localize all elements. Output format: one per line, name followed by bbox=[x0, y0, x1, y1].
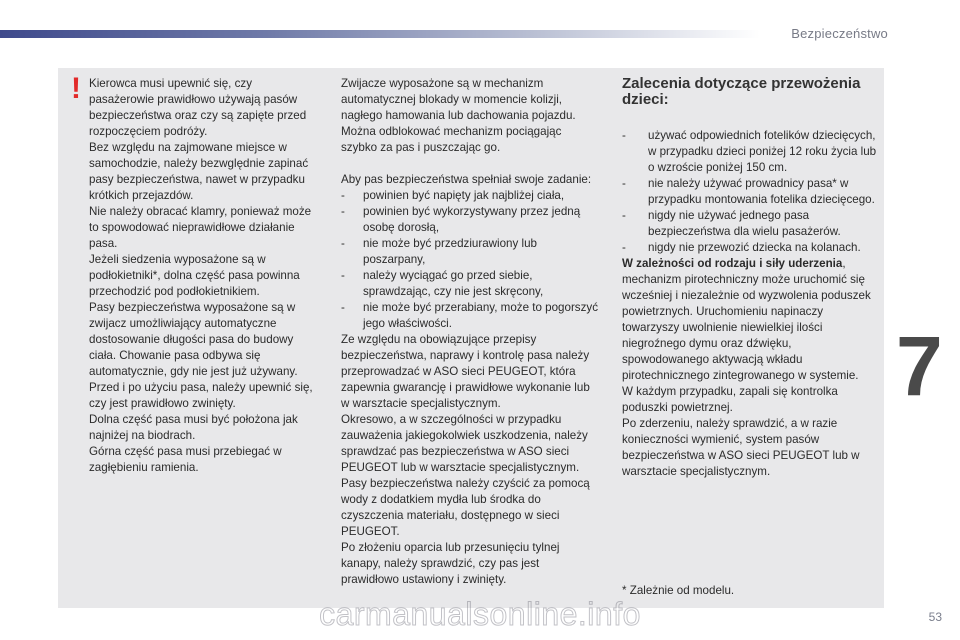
exclamation-icon: ! bbox=[71, 72, 81, 105]
seatbelt-column bbox=[341, 76, 599, 588]
requirement-item: - nie może być przerabiany, może to pogorszyć jego właściwości. bbox=[341, 300, 599, 332]
section-title: Bezpieczeństwo bbox=[791, 26, 888, 41]
chapter-number: 7 bbox=[896, 319, 943, 413]
children-column bbox=[622, 76, 880, 480]
warning-paragraph: Dolna część pasa musi być położona jak najniżej na biodrach. bbox=[89, 413, 298, 442]
warning-paragraph: Bez względu na zajmowane miejsce w samochodzie, należy bezwględnie zapinać pasy bezpieczeństwa, nawet w przypadku krótkich przejazdów. bbox=[89, 141, 309, 202]
pretensioner-paragraph bbox=[622, 256, 880, 384]
cleaning-paragraph: Pasy bezpieczeństwa należy czyścić za pomocą wody z dodatkiem mydła lub środka do czyszczenia materiału, dostępnego w sieci PEUGEOT. bbox=[341, 477, 590, 538]
folding-paragraph: Po złożeniu oparcia lub przesunięciu tylnej kanapy, należy sprawdzić, czy pas jest prawidłowo ustawiony i zwinięty. bbox=[341, 541, 560, 586]
requirement-item: - nie może być przedziurawiony lub poszarpany, bbox=[341, 236, 599, 268]
header-bar bbox=[0, 30, 760, 38]
warning-paragraph: Przed i po użyciu pasa, należy upewnić się, czy jest prawidłowo zwinięty. bbox=[89, 381, 313, 410]
warning-paragraph: Pasy bezpieczeństwa wyposażone są w zwijacz umożliwiający automatyczne dostosowanie długości pasa do budowy ciała. Chowanie pasa odbywa się automatycznie, gdy nie jest już używany. bbox=[89, 301, 298, 378]
requirement-item: - powinien być wykorzystywany przez jedną osobę dorosłą, bbox=[341, 204, 599, 236]
warning-column bbox=[89, 76, 319, 476]
pretensioner-bold-lead: W zależności od rodzaju i siły uderzenia bbox=[622, 257, 843, 270]
warning-paragraph: Jeżeli siedzenia wyposażone są w podłokietniki*, dolna część pasa powinna przechodzić pod podłokietnikiem. bbox=[89, 253, 300, 298]
footnote: * Zależnie od modelu. bbox=[622, 584, 735, 597]
recommendation-item: - nigdy nie używać jednego pasa bezpieczeństwa dla wielu pasażerów. bbox=[622, 208, 880, 240]
warning-light-paragraph: W każdym przypadku, zapali się kontrolka poduszki powietrznej. bbox=[622, 385, 838, 414]
requirement-item: - należy wyciągać go przed siebie, sprawdzając, czy nie jest skręcony, bbox=[341, 268, 599, 300]
recommendation-item: - nigdy nie przewozić dziecka na kolanach. bbox=[622, 240, 880, 256]
warning-paragraph: Kierowca musi upewnić się, czy pasażerowie prawidłowo używają pasów bezpieczeństwa oraz czy są zapięte przed rozpoczęciem podróży. bbox=[89, 77, 307, 138]
pretensioner-text: , mechanizm pirotechniczny może uruchomić się wcześniej i niezależnie od wyzwolenia poduszek powietrznych. Uruchomieniu napinaczy towarzyszy uwolnienie niewielkiej ilości niegroźnego dymu oraz dźwięku, spowodowanego aktywacją wkładu pirotechnicznego zintegrowanego w systemie. bbox=[622, 257, 871, 382]
retractor-paragraph: Zwijacze wyposażone są w mechanizm automatycznej blokady w momencie kolizji, nagłego hamowania lub dachowania pojazdu. Można odblokować mechanizm pociągając szybko za pas i puszczając go. bbox=[341, 77, 576, 154]
watermark: carmanualsonline.info bbox=[319, 596, 641, 632]
page-number: 53 bbox=[928, 610, 942, 624]
requirements-intro: Aby pas bezpieczeństwa spełniał swoje zadanie: bbox=[341, 173, 592, 186]
recommendation-item: - nie należy używać prowadnicy pasa* w przypadku montowania fotelika dziecięcego. bbox=[622, 176, 880, 208]
service-paragraph: Ze względu na obowiązujące przepisy bezpieczeństwa, naprawy i kontrolę pasa należy przeprowadzać w ASO sieci PEUGEOT, która zapewnia gwarancję i prawidłowe wykonanie lub w warsztacie specjalistycznym. bbox=[341, 333, 590, 410]
warning-paragraph: Górna część pasa musi przebiegać w zagłębieniu ramienia. bbox=[89, 445, 282, 474]
inspection-paragraph: Okresowo, a w szczególności w przypadku zauważenia jakiegokolwiek uszkodzenia, należy sprawdzać pas bezpieczeństwa w ASO sieci PEUGEOT lub w warsztacie specjalistycznym. bbox=[341, 413, 588, 474]
requirement-item: - powinien być napięty jak najbliżej ciała, bbox=[341, 188, 599, 204]
after-collision-paragraph: Po zderzeniu, należy sprawdzić, a w razie konieczności wymienić, system pasów bezpieczeństwa w ASO sieci PEUGEOT lub w warsztacie specjalistycznym. bbox=[622, 417, 860, 478]
children-section-title: Zalecenia dotyczące przewożenia dzieci: bbox=[622, 75, 861, 108]
recommendation-item: - używać odpowiednich fotelików dziecięcych, w przypadku dzieci poniżej 12 roku życia lub o wzroście poniżej 150 cm. bbox=[622, 128, 880, 176]
warning-paragraph: Nie należy obracać klamry, ponieważ może to spowodować nieprawidłowe działanie pasa. bbox=[89, 205, 312, 250]
